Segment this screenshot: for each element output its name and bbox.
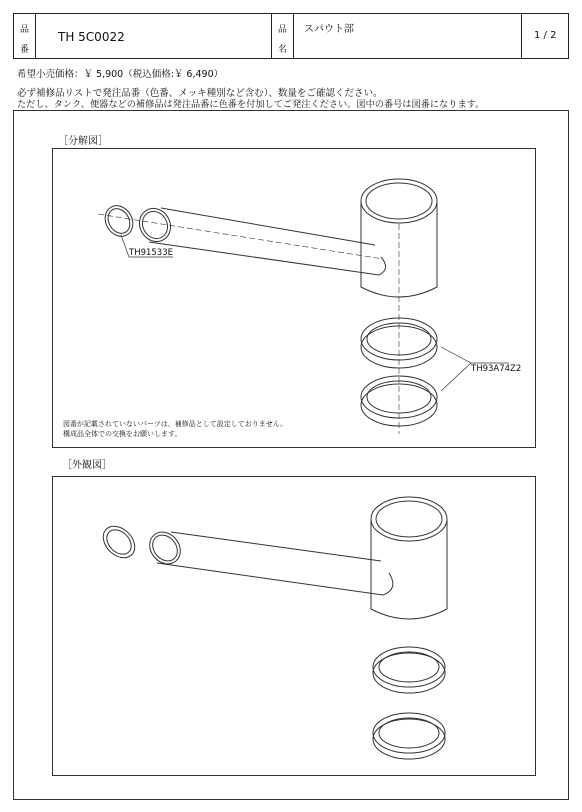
part-no-label-bottom: 番: [19, 45, 29, 55]
label-rings: TH93A74Z2: [471, 364, 522, 374]
part-name-label-top: 品: [277, 25, 287, 35]
part-no-label-top: 品: [19, 25, 29, 35]
leader-rings-1: [441, 347, 509, 363]
leader-rings-2: [441, 363, 471, 391]
part-name-label-bottom: 名: [277, 45, 287, 55]
instruction-line-2: ただし、タンク、便器などの補修品は発注品番に色番を付加してご発注ください。図中の番号は図番になります。: [17, 99, 485, 110]
spout-bottom-edge: [149, 242, 386, 275]
appearance-spout-tip: [143, 526, 186, 570]
part-name-cell: [294, 14, 522, 58]
price-note: 希望小売価格：￥ 5,900（税込価格:￥ 6,490）: [17, 69, 224, 80]
exploded-view-title: ［分解図］: [58, 136, 108, 147]
exploded-view-box: [52, 148, 536, 448]
header-table: [13, 13, 569, 59]
exploded-note-1: 図番が記載されていないパーツは、補修品として設定しておりません。: [63, 420, 288, 428]
appearance-body: [371, 519, 447, 619]
part-name-label-cell: [272, 14, 294, 58]
appearance-body-top: [371, 497, 447, 541]
appearance-spout-top: [171, 532, 381, 561]
page-number: 1 / 2: [534, 30, 557, 41]
appearance-view-title: ［外観図］: [62, 460, 112, 471]
part-number: TH 5C0022: [58, 30, 125, 44]
page-cell: [522, 14, 568, 58]
exploded-view-drawing: [53, 149, 535, 447]
part-no-label-cell: [14, 14, 36, 58]
instruction-line-1: 必ず補修品リストで発注品番（色番、メッキ種別など含む）、数量をご確認ください。: [17, 88, 383, 99]
part-name: スパウト部: [304, 24, 354, 35]
appearance-view-box: [52, 476, 536, 776]
body-top: [361, 179, 437, 223]
seal-ring-small: [100, 201, 139, 242]
exploded-note-2: 構成品全体での交換をお願いします。: [63, 430, 182, 438]
appearance-view-drawing: [53, 477, 535, 775]
part-no-cell: [36, 14, 272, 58]
appearance-spout-bottom: [157, 563, 393, 595]
appearance-seal-ring: [97, 520, 141, 564]
spout-top-edge: [161, 208, 375, 245]
label-ring: TH91533E: [129, 248, 173, 258]
